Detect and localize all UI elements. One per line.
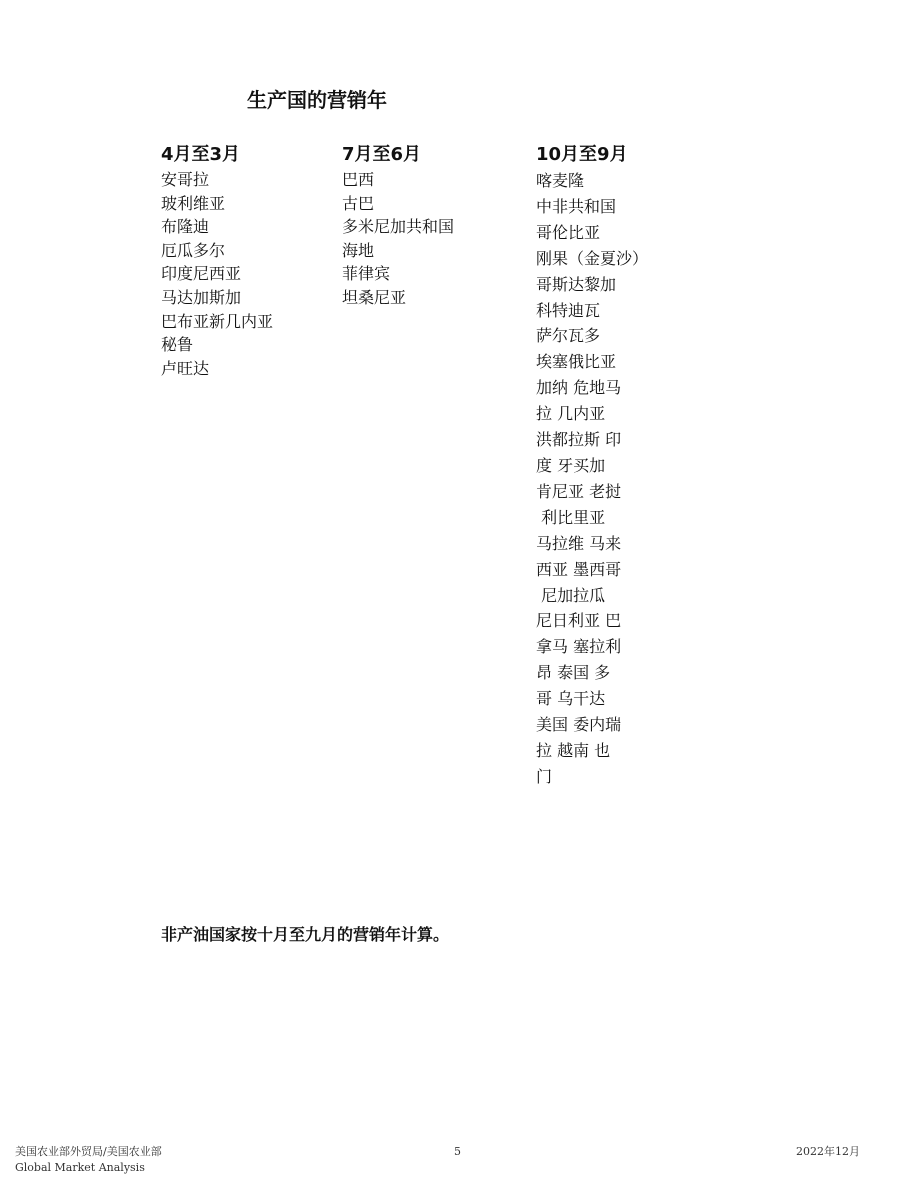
footer-agency: 美国农业部外贸局/美国农业部 <box>15 1145 162 1158</box>
list-item: 加纳 危地马 <box>536 378 622 398</box>
list-item: 马达加斯加 <box>161 287 242 307</box>
column-jul-jun <box>342 142 454 310</box>
page-title: 生产国的营销年 <box>247 88 387 112</box>
footnote: 非产油国家按十月至九月的营销年计算。 <box>161 925 450 944</box>
list-item: 萨尔瓦多 <box>536 326 601 346</box>
list-item: 巴布亚新几内亚 <box>161 311 274 331</box>
list-item: 埃塞俄比亚 <box>536 352 617 372</box>
list-item: 布隆迪 <box>161 217 210 237</box>
list-item: 坦桑尼亚 <box>342 287 407 307</box>
list-item: 哥斯达黎加 <box>536 274 617 294</box>
list-item: 喀麦隆 <box>536 171 585 190</box>
list-item: 拉 越南 也 <box>536 740 611 760</box>
list-item: 中非共和国 <box>536 196 617 216</box>
column-apr-mar <box>161 142 273 380</box>
column-header: 4月至3月 <box>161 144 241 165</box>
list-item: 门 <box>536 766 553 786</box>
list-item: 拉 几内亚 <box>536 404 606 424</box>
list-item: 度 牙买加 <box>536 455 606 475</box>
list-item: 安哥拉 <box>161 170 210 189</box>
list-item: 洪都拉斯 印 <box>536 430 622 450</box>
list-item: 美国 委内瑞 <box>536 715 622 735</box>
list-item: 印度尼西亚 <box>161 264 242 284</box>
list-item: 巴西 <box>342 170 375 189</box>
list-item: 昂 泰国 多 <box>536 663 611 683</box>
list-item: 秘鲁 <box>161 335 194 355</box>
footer-source <box>15 1144 162 1176</box>
list-item: 刚果（金夏沙） <box>536 248 649 268</box>
list-item: 科特迪瓦 <box>536 300 601 320</box>
list-item: 哥伦比亚 <box>536 222 601 242</box>
list-item: 肯尼亚 老挝 <box>536 481 622 501</box>
column-header: 7月至6月 <box>342 144 422 165</box>
column-oct-sep <box>536 142 648 790</box>
list-item: 马拉维 马来 <box>536 533 622 553</box>
list-item: 哥 乌干达 <box>536 689 606 709</box>
list-item: 海地 <box>342 240 375 260</box>
list-item: 尼日利亚 巴 <box>536 611 622 631</box>
list-item: 多米尼加共和国 <box>342 217 455 237</box>
page-number: 5 <box>454 1145 461 1158</box>
list-item: 西亚 墨西哥 <box>536 559 622 579</box>
column-header: 10月至9月 <box>536 144 628 165</box>
list-item: 拿马 塞拉利 <box>536 637 622 657</box>
list-item: 菲律宾 <box>342 264 391 284</box>
footer-publication: Global Market Analysis <box>15 1161 145 1174</box>
footer-date: 2022年12月 <box>796 1145 860 1158</box>
list-item: 玻利维亚 <box>161 193 226 213</box>
list-item: 尼加拉瓜 <box>536 585 606 605</box>
list-item: 利比里亚 <box>536 507 606 527</box>
list-item: 厄瓜多尔 <box>161 240 226 260</box>
list-item: 古巴 <box>342 193 375 213</box>
list-item: 卢旺达 <box>161 358 210 378</box>
